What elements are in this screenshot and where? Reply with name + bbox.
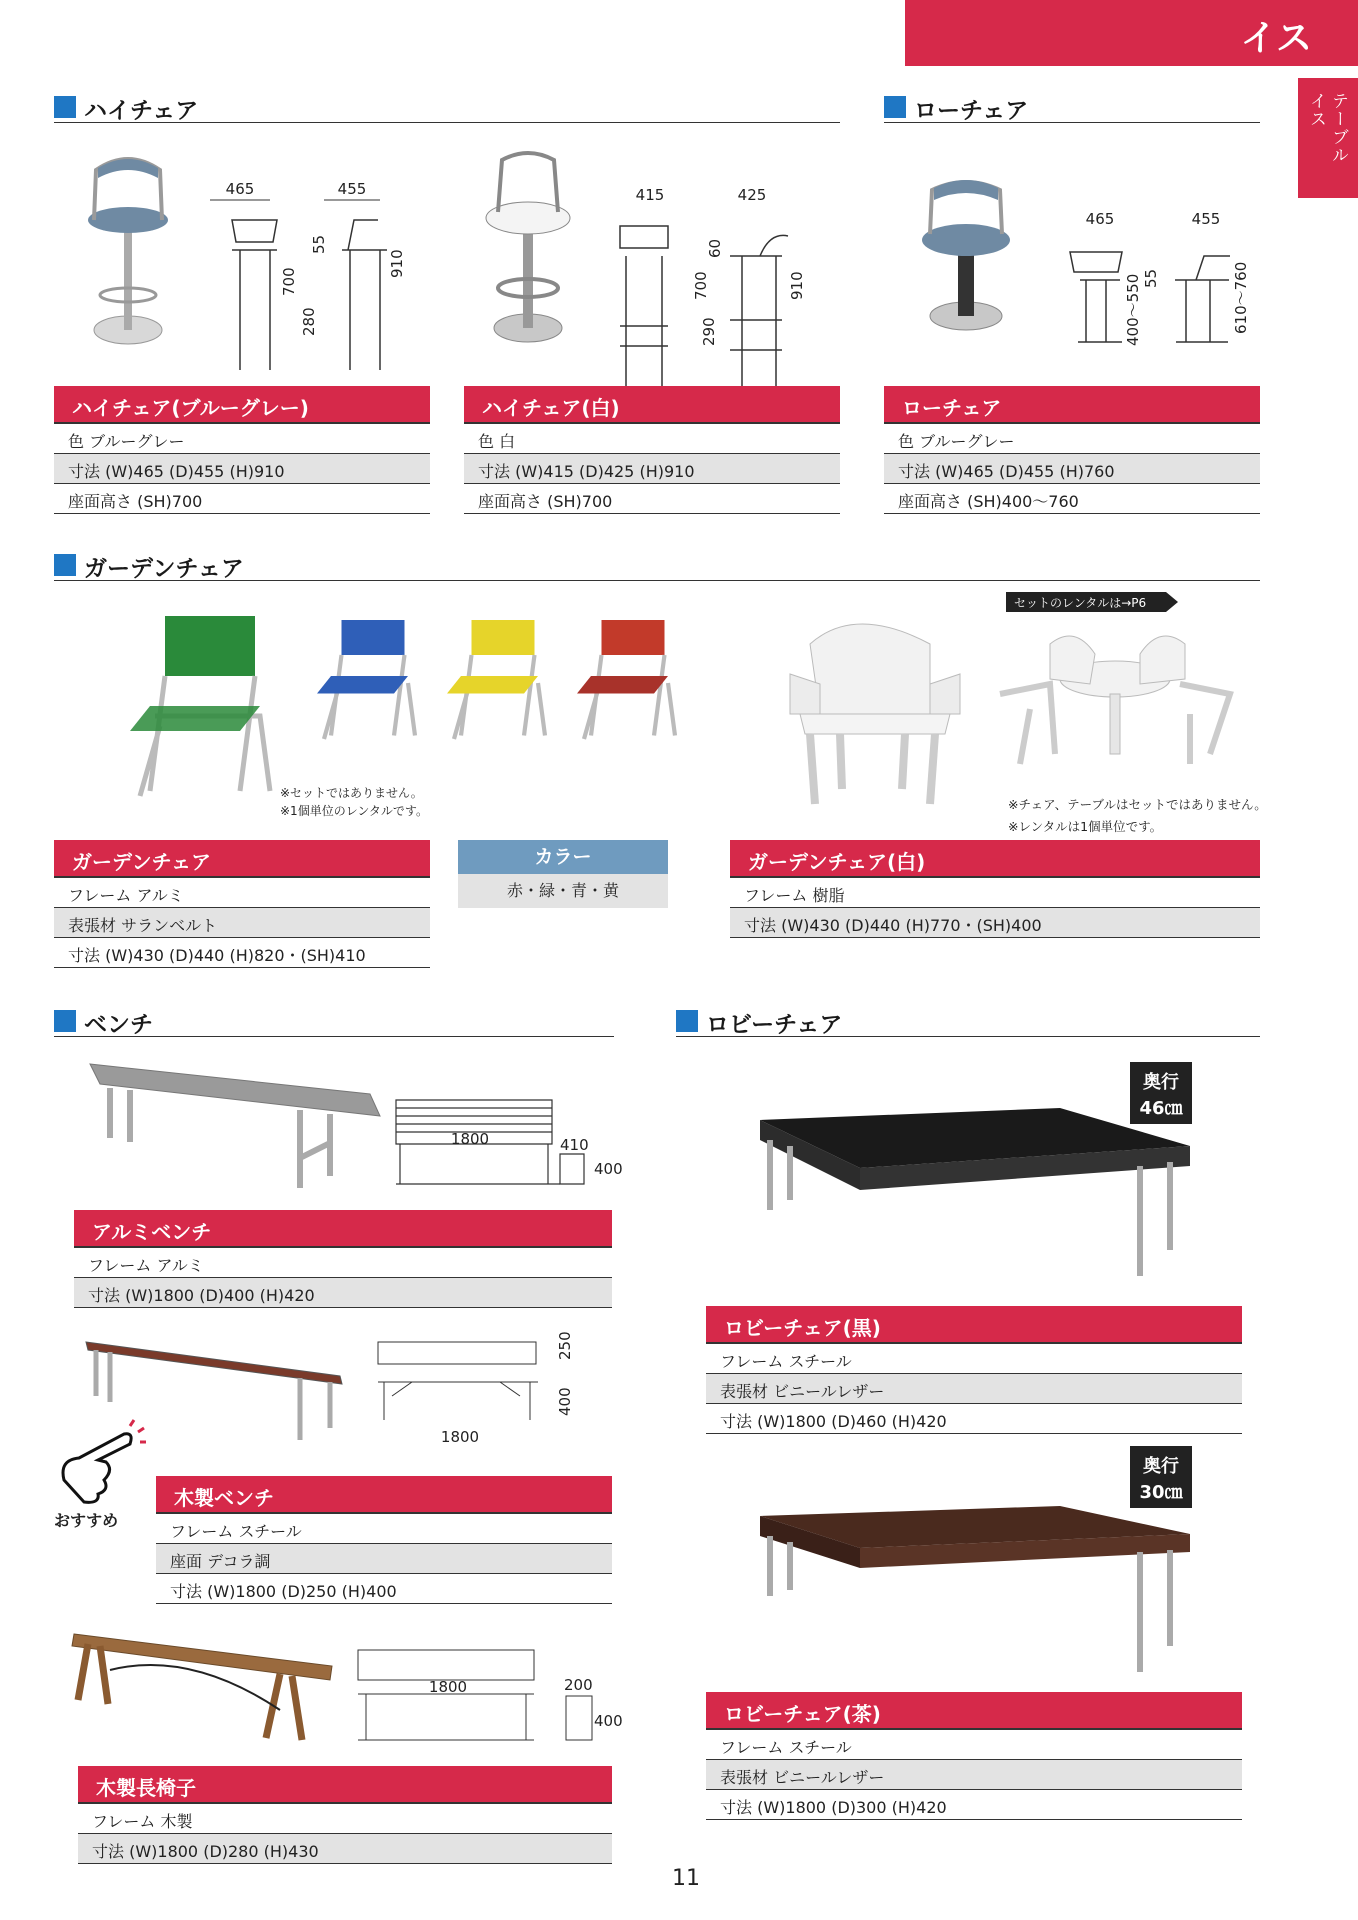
- side-tab-chair: イス: [1306, 92, 1326, 128]
- product-name: ハイチェア(ブルーグレー): [72, 396, 309, 420]
- spec-seat-height: 座面高さ (SH)400〜760: [898, 492, 1079, 511]
- card-wood-bench: [156, 1476, 612, 1604]
- spec-size: 寸法 (W)1800 (D)250 (H)400: [170, 1582, 397, 1601]
- table-set: [1000, 636, 1230, 764]
- spec-size: 寸法 (W)465 (D)455 (H)910: [68, 462, 285, 481]
- svg-text:400: 400: [594, 1712, 623, 1730]
- garden-chair-green: [130, 616, 270, 796]
- section-title: ロビーチェア: [706, 1012, 843, 1038]
- garden-chair-yellow: [447, 620, 545, 739]
- card-header: [156, 1476, 612, 1514]
- spec-frame: フレーム アルミ: [68, 886, 184, 905]
- section-title: ハイチェア: [84, 98, 199, 124]
- note-line: ※レンタルは1個単位です。: [1008, 819, 1163, 834]
- spec-material: 表張材 ビニールレザー: [720, 1382, 885, 1401]
- product-name: ガーデンチェア(白): [748, 850, 926, 874]
- set-rental-badge: [1006, 592, 1178, 612]
- lobby-chair-brown-image: [740, 1496, 1220, 1686]
- card-header: [54, 386, 430, 424]
- depth-value: 30㎝: [1139, 1482, 1183, 1503]
- spec-color: 色 白: [478, 432, 516, 451]
- card-header: [884, 386, 1260, 424]
- card-color-options: [458, 840, 668, 908]
- card-header: [706, 1306, 1242, 1344]
- svg-text:60: 60: [706, 238, 724, 258]
- spec-seat-height: 座面高さ (SH)700: [478, 492, 613, 511]
- card-header: [74, 1210, 612, 1248]
- garden-chair-notes: [280, 784, 428, 820]
- section-marker-icon: [54, 554, 76, 576]
- svg-text:400: 400: [594, 1160, 623, 1178]
- section-marker-icon: [884, 96, 906, 118]
- svg-text:425: 425: [737, 186, 767, 204]
- product-name: ローチェア: [902, 396, 1002, 420]
- lobby-chair-black-image: [740, 1100, 1220, 1290]
- svg-text:55: 55: [310, 234, 328, 254]
- product-name: 木製長椅子: [96, 1776, 196, 1800]
- spec-frame: フレーム アルミ: [88, 1256, 204, 1275]
- garden-chair-white-notes: [1008, 794, 1267, 838]
- spec-size: 寸法 (W)465 (D)455 (H)760: [898, 462, 1115, 481]
- white-plastic-chair: [790, 624, 960, 804]
- card-header: [78, 1766, 612, 1804]
- svg-text:1800: 1800: [450, 1130, 490, 1148]
- side-index-tab[interactable]: [1298, 78, 1358, 198]
- svg-text:455: 455: [1191, 210, 1221, 228]
- garden-chair-blue: [317, 620, 415, 739]
- color-values: 赤・緑・青・黄: [458, 874, 668, 908]
- svg-text:250: 250: [556, 1331, 574, 1360]
- spec-frame: フレーム 木製: [92, 1812, 193, 1831]
- wood-bench-image: [80, 1331, 600, 1446]
- high-chair-white-image: [480, 150, 810, 360]
- spec-frame: フレーム スチール: [720, 1352, 852, 1371]
- svg-text:1800: 1800: [428, 1678, 468, 1696]
- category-title: イス: [1240, 18, 1312, 59]
- product-name: アルミベンチ: [92, 1220, 212, 1244]
- category-tab: [905, 0, 1358, 66]
- garden-chair-images: [110, 606, 670, 806]
- spec-size: 寸法 (W)1800 (D)300 (H)420: [720, 1798, 947, 1817]
- spec-size: 寸法 (W)430 (D)440 (H)770・(SH)400: [744, 916, 1042, 935]
- depth-value: 46㎝: [1139, 1098, 1183, 1119]
- depth-label: 奥行: [1143, 1072, 1179, 1093]
- svg-text:700: 700: [692, 271, 710, 300]
- low-chair-dims: [1070, 210, 1250, 346]
- section-lobby-chair: [676, 1002, 1260, 1037]
- svg-text:200: 200: [564, 1676, 593, 1694]
- product-name: ロビーチェア(茶): [724, 1702, 881, 1726]
- card-garden-chair-white: [730, 840, 1260, 938]
- high-chair-white-dims: [620, 186, 806, 386]
- card-high-chair-blue: [54, 386, 430, 514]
- alumi-bench-image: [80, 1058, 640, 1198]
- spec-frame: フレーム スチール: [170, 1522, 302, 1541]
- section-garden-chair: [54, 546, 1260, 581]
- spec-size: 寸法 (W)430 (D)440 (H)820・(SH)410: [68, 946, 366, 965]
- svg-text:400〜550: 400〜550: [1124, 273, 1142, 346]
- svg-text:910: 910: [788, 271, 806, 300]
- svg-text:410: 410: [560, 1136, 589, 1154]
- card-header: [706, 1692, 1242, 1730]
- svg-text:415: 415: [635, 186, 665, 204]
- wood-long-chair-image: [70, 1630, 630, 1750]
- spec-frame: フレーム 樹脂: [744, 886, 845, 905]
- svg-text:290: 290: [700, 317, 718, 346]
- svg-text:465: 465: [1085, 210, 1115, 228]
- svg-text:455: 455: [337, 180, 367, 198]
- card-alumi-bench: [74, 1210, 612, 1308]
- spec-color: 色 ブルーグレー: [898, 432, 1015, 451]
- card-low-chair: [884, 386, 1260, 514]
- svg-text:700: 700: [280, 267, 298, 296]
- spec-frame: フレーム スチール: [720, 1738, 852, 1757]
- note-line: ※チェア、テーブルはセットではありません。: [1008, 797, 1267, 812]
- card-header: [464, 386, 840, 424]
- product-name: ハイチェア(白): [482, 396, 620, 420]
- section-title: ガーデンチェア: [84, 556, 244, 582]
- section-marker-icon: [54, 1010, 76, 1032]
- card-lobby-chair-black: [706, 1306, 1242, 1434]
- alumi-bench-dims: [396, 1100, 623, 1184]
- garden-chair-white-images: [780, 596, 1260, 814]
- svg-text:1800: 1800: [440, 1428, 480, 1446]
- svg-text:400: 400: [556, 1387, 574, 1416]
- section-marker-icon: [54, 96, 76, 118]
- wood-bench-dims: [378, 1331, 574, 1446]
- card-high-chair-white: [464, 386, 840, 514]
- spec-size: 寸法 (W)1800 (D)460 (H)420: [720, 1412, 947, 1431]
- section-high-chair: [54, 88, 840, 123]
- section-low-chair: [884, 88, 1260, 123]
- wood-long-chair-dims: [358, 1650, 623, 1740]
- svg-text:55: 55: [1142, 268, 1160, 288]
- section-title: ベンチ: [84, 1012, 153, 1038]
- product-name: 木製ベンチ: [174, 1486, 274, 1510]
- card-wood-long-chair: [78, 1766, 612, 1864]
- svg-text:465: 465: [225, 180, 255, 198]
- spec-size: 寸法 (W)1800 (D)280 (H)430: [92, 1842, 319, 1861]
- spec-material: 表張材 ビニールレザー: [720, 1768, 885, 1787]
- card-lobby-chair-brown: [706, 1692, 1242, 1820]
- card-garden-chair: [54, 840, 430, 968]
- product-name: ロビーチェア(黒): [724, 1316, 881, 1340]
- spec-seat: 座面 デコラ調: [170, 1552, 271, 1571]
- section-title: ローチェア: [914, 98, 1029, 124]
- depth-label: 奥行: [1143, 1456, 1179, 1477]
- section-bench: [54, 1002, 614, 1037]
- recommend-label: おすすめ: [54, 1511, 119, 1530]
- color-header: カラー: [458, 840, 668, 874]
- section-marker-icon: [676, 1010, 698, 1032]
- garden-chair-red: [577, 620, 675, 739]
- card-header: [54, 840, 430, 878]
- recommend-hand-icon: [54, 1420, 144, 1510]
- note-line: ※セットではありません。: [280, 786, 423, 800]
- note-line: ※1個単位のレンタルです。: [280, 804, 428, 818]
- card-header: [730, 840, 1260, 878]
- spec-material: 表張材 サランベルト: [68, 916, 218, 935]
- svg-text:280: 280: [300, 307, 318, 336]
- svg-text:610〜760: 610〜760: [1232, 261, 1250, 334]
- spec-seat-height: 座面高さ (SH)700: [68, 492, 203, 511]
- spec-size: 寸法 (W)1800 (D)400 (H)420: [88, 1286, 315, 1305]
- side-tab-table: テーブル: [1328, 92, 1348, 164]
- svg-text:910: 910: [388, 249, 406, 278]
- page-number: 11: [672, 1866, 700, 1891]
- high-chair-blue-image: [80, 150, 410, 360]
- spec-color: 色 ブルーグレー: [68, 432, 185, 451]
- high-chair-blue-dims: [210, 180, 406, 370]
- low-chair-image: [910, 170, 1250, 360]
- product-name: ガーデンチェア: [72, 850, 211, 874]
- spec-size: 寸法 (W)415 (D)425 (H)910: [478, 462, 695, 481]
- svg-text:セットのレンタルは→P6: セットのレンタルは→P6: [1014, 596, 1147, 610]
